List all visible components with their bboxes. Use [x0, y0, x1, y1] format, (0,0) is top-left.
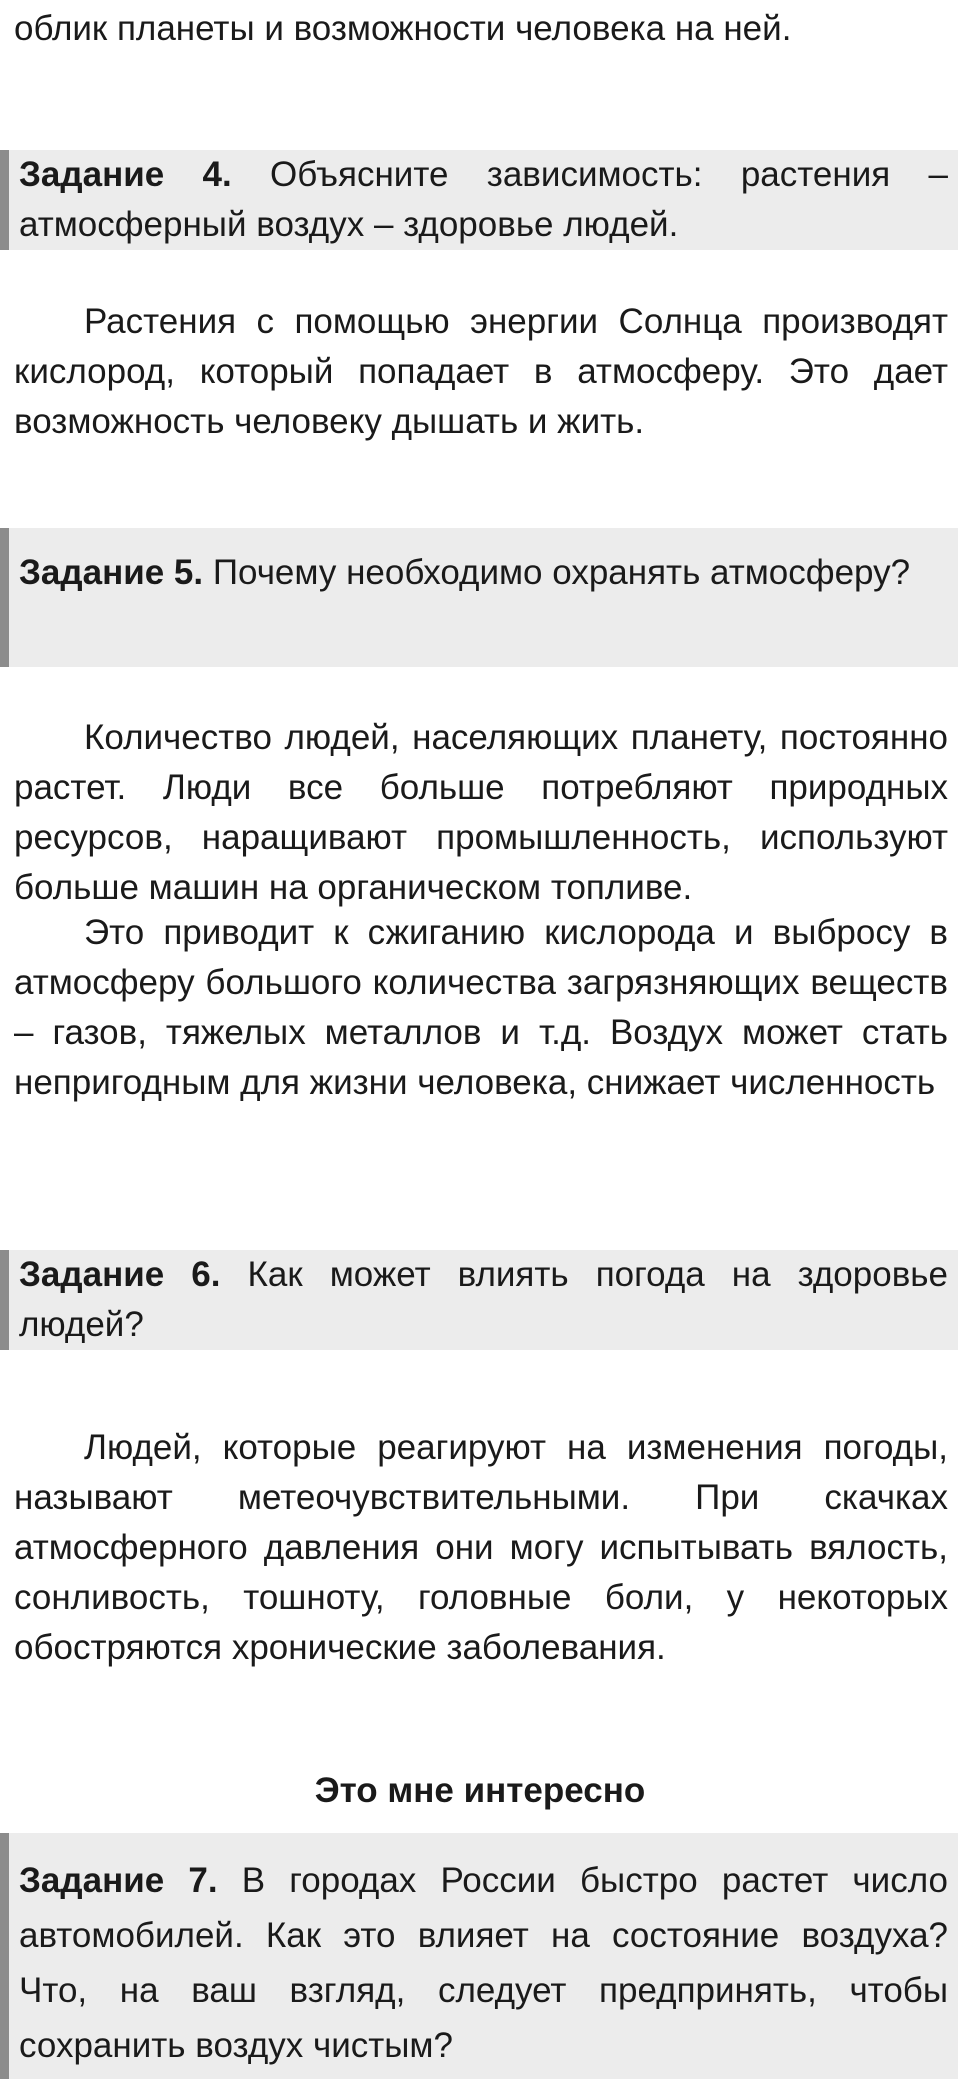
answer-5-paragraph-2: Это приводит к сжиганию кислорода и выбросу в атмосферу большого количества загрязняющих веществ – газов, тяжелых металлов и т.д. Воздух может стать непригодным для жизни человека, снижает численность	[14, 913, 948, 1102]
task-5-question: Почему необходимо охранять атмосферу?	[212, 553, 911, 592]
task-4-question: Объясните зависимость: растения – атмосферный воздух – здоровье людей.	[19, 155, 948, 244]
task-6-question: Как может влиять погода на здоровье людей?	[19, 1255, 949, 1344]
task-5-label: Задание 5.	[19, 553, 204, 592]
task-7-question: В городах России быстро растет число автомобилей. Как это влияет на состояние воздуха? Что, на ваш взгляд, следует предпринять, чтобы сохранить воздух чистым?	[19, 1861, 948, 2065]
task-4-box	[0, 150, 958, 250]
task-7-text	[19, 1853, 948, 2073]
task-5-box	[0, 528, 958, 667]
task-6-label: Задание 6.	[19, 1255, 221, 1294]
section-heading: Это мне интересно	[314, 1771, 646, 1810]
task-6-text	[19, 1250, 948, 1350]
task-4-label: Задание 4.	[19, 155, 232, 194]
task-7-label: Задание 7.	[19, 1861, 218, 1900]
intro-text: облик планеты и возможности человека на ней.	[14, 9, 792, 48]
answer-5-paragraph-1: Количество людей, населяющих планету, постоянно растет. Люди все больше потребляют природных ресурсов, наращивают промышленность, используют больше машин на органическом топливе.	[14, 718, 948, 907]
answer-6-text: Людей, которые реагируют на изменения погоды, называют метеочувствительными. При скачках атмосферного давления они могу испытывать вялость, сонливость, тошноту, головные боли, у некоторых обостряются хронические заболевания.	[14, 1428, 948, 1667]
task-5-text	[19, 548, 948, 598]
task-6-box	[0, 1250, 958, 1350]
answer-4-text: Растения с помощью энергии Солнца производят кислород, который попадает в атмосферу. Это дает возможность человеку дышать и жить.	[14, 302, 948, 441]
task-4-text	[19, 150, 948, 250]
task-7-box	[0, 1833, 958, 2079]
